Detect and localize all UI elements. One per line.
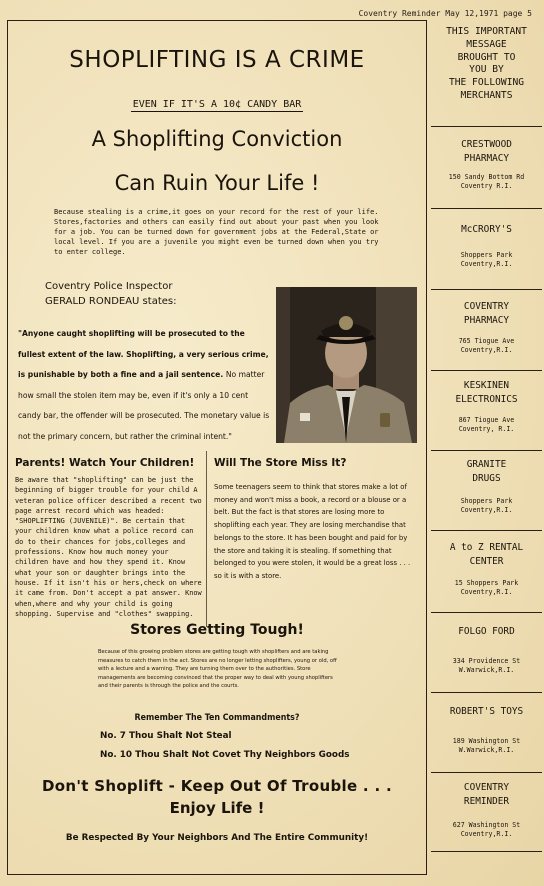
merchant-coventry-pharmacy bbox=[431, 289, 542, 369]
sidebar-intro bbox=[431, 26, 542, 103]
merchant-name: COVENTRY bbox=[463, 301, 510, 312]
intro-paragraph: Because stealing is a crime,it goes on your record for the rest of your life. Stores,factories and others can easily find out about your past when you look for a job. You can be turned down for government jobs at the Federal,State or local level. If you are a juvenile you might even be turned down when you try to enter college. bbox=[54, 208, 379, 256]
quote-rest: No matter how small the stolen item may be, even if it's only a 10 cent candy bar, the offender will be prosecuted. The monetary value is not the primary concern, but rather the criminal intent." bbox=[18, 370, 270, 441]
merchant-address: 15 Shoppers Park bbox=[454, 579, 519, 587]
merchant-name: ROBERT'S TOYS bbox=[449, 706, 524, 717]
merchant-name: KESKINEN bbox=[463, 380, 510, 391]
merchant-address: 765 Tiogue Ave bbox=[458, 337, 515, 345]
headline-ruin-life: Can Ruin Your Life ! bbox=[114, 171, 320, 195]
merchant-coventry-reminder bbox=[431, 772, 542, 851]
merchant-name: CENTER bbox=[469, 556, 504, 567]
stores-tough-body: Because of this growing problem stores are getting tough with shoplifters and are taking measures to catch them in the act. Stores are no longer letting shoplifters, young or old, off with a lecture and a warning. They are turning them over to the authorities. Store managements are becoming convinced that the proper way to deal with young shoplifters and their parents is through the police and the courts. bbox=[98, 649, 337, 690]
merchant-granite-drugs bbox=[431, 450, 542, 530]
parents-heading: Parents! Watch Your Children! bbox=[15, 457, 195, 469]
merchant-address: Coventry,R.I. bbox=[460, 506, 513, 514]
inspector-attribution bbox=[45, 279, 176, 309]
merchant-sidebar bbox=[431, 20, 542, 875]
column-divider bbox=[206, 451, 207, 627]
merchant-address: 334 Providence St bbox=[452, 657, 521, 665]
merchant-a-to-z-rental bbox=[431, 530, 542, 612]
shoplifting-ad bbox=[7, 20, 427, 875]
page-header: Coventry Reminder May 12,1971 page 5 bbox=[358, 9, 532, 18]
sidebar-intro-line: BROUGHT TO bbox=[457, 51, 516, 63]
merchant-roberts-toys bbox=[431, 692, 542, 772]
merchant-name: GRANITE bbox=[466, 459, 507, 470]
merchant-name: COVENTRY bbox=[463, 782, 510, 793]
inspector-name: GERALD RONDEAU states: bbox=[45, 296, 177, 307]
inspector-quote bbox=[18, 324, 270, 447]
merchant-name: CRESTWOOD bbox=[461, 139, 512, 150]
merchant-keskinen-electronics bbox=[431, 370, 542, 450]
merchant-address: Coventry R.I. bbox=[460, 182, 513, 190]
commandment-ten: No. 10 Thou Shalt Not Covet Thy Neighbors Goods bbox=[100, 750, 350, 760]
merchant-address: Shoppers Park bbox=[460, 497, 513, 505]
merchant-mccrorys bbox=[431, 208, 542, 288]
merchant-crestwood-pharmacy bbox=[431, 126, 542, 206]
commandments-heading: Remember The Ten Commandments? bbox=[134, 713, 300, 723]
store-body: Some teenagers seem to think that stores make a lot of money and won't miss a book, a record or a blouse or a belt. But the fact is that stores are losing more to shoplifting each year. They are losing merchandise that belongs to the store. It has been bought and paid for by the store and taking it is stealing. If something that belonged to you were stolen, it would be a great loss . . . so it is with a store. bbox=[214, 483, 411, 580]
merchant-folgo-ford bbox=[431, 612, 542, 692]
quote-bold: "Anyone caught shoplifting will be prosecuted to the fullest extent of the law. Shoplifting, a very serious crime, is punishable by both a fine and a jail sentence. bbox=[18, 329, 269, 379]
merchant-name: A to Z RENTAL bbox=[449, 542, 524, 553]
inspector-photo bbox=[276, 287, 417, 443]
merchant-address: W.Warwick,R.I. bbox=[458, 666, 515, 674]
parents-body: Be aware that "shoplifting" can be just the beginning of bigger trouble for your child A veteran police officer described a recent two page arrest record which was headed: "SHOPLIFTING (JUVENILE)". Be certain that your children know what a police record can do to their chances for jobs,colleges and professions. Know how much money your children have and how they spend it. Know what your son or daughter brings into the house. If it isn't his or hers,check on where it came from. Don't accept a pat answer. Know when,where and why your child is going shopping. Supervise and "clothes" swapping. bbox=[15, 476, 202, 618]
slogan-be-respected: Be Respected By Your Neighbors And The Entire Community! bbox=[65, 833, 369, 843]
sidebar-intro-line: YOU BY bbox=[469, 64, 504, 76]
slogan-enjoy-life: Enjoy Life ! bbox=[169, 799, 265, 817]
subheadline bbox=[8, 99, 426, 110]
inspector-title: Coventry Police Inspector bbox=[45, 281, 173, 292]
inspector-portrait-image bbox=[276, 287, 417, 443]
sidebar-intro-line: THIS IMPORTANT bbox=[446, 26, 527, 37]
stores-tough-heading: Stores Getting Tough! bbox=[130, 622, 304, 638]
slogan-dont-shoplift: Don't Shoplift - Keep Out Of Trouble . . . bbox=[42, 777, 392, 795]
headline: SHOPLIFTING IS A CRIME bbox=[69, 47, 365, 73]
sidebar-intro-line: MERCHANTS bbox=[460, 89, 513, 101]
merchant-address: 627 Washington St bbox=[452, 821, 521, 829]
merchant-address: Shoppers Park bbox=[460, 251, 513, 259]
sidebar-intro-line: THE FOLLOWING bbox=[448, 77, 525, 89]
merchant-address: Coventry,R.I. bbox=[460, 588, 513, 596]
commandment-seven: No. 7 Thou Shalt Not Steal bbox=[100, 731, 232, 741]
merchant-name: ELECTRONICS bbox=[455, 394, 518, 405]
merchant-address: Coventry,R.I. bbox=[460, 346, 513, 354]
merchant-address: Coventry,R.I. bbox=[460, 260, 513, 268]
merchant-address: Coventry,R.I. bbox=[460, 830, 513, 838]
sidebar-intro-line: MESSAGE bbox=[466, 38, 507, 50]
headline-conviction: A Shoplifting Conviction bbox=[91, 127, 343, 151]
merchant-name: DRUGS bbox=[472, 473, 501, 484]
merchant-address: 867 Tiogue Ave bbox=[458, 416, 515, 424]
merchant-name: McCRORY'S bbox=[461, 224, 512, 235]
store-heading: Will The Store Miss It? bbox=[214, 457, 347, 469]
sidebar-bottom-rule bbox=[431, 851, 542, 852]
subheadline-text: EVEN IF IT'S A 10¢ CANDY BAR bbox=[132, 99, 302, 110]
merchant-name: PHARMACY bbox=[463, 153, 510, 164]
merchant-name: REMINDER bbox=[463, 796, 510, 807]
merchant-address: Coventry, R.I. bbox=[458, 425, 515, 433]
merchant-name: FOLGO FORD bbox=[458, 626, 515, 637]
merchant-address: 189 Washington St bbox=[452, 737, 521, 745]
merchant-name: PHARMACY bbox=[463, 315, 510, 326]
merchant-address: 150 Sandy Bottom Rd bbox=[448, 173, 525, 181]
merchant-address: W.Warwick,R.I. bbox=[458, 746, 515, 754]
